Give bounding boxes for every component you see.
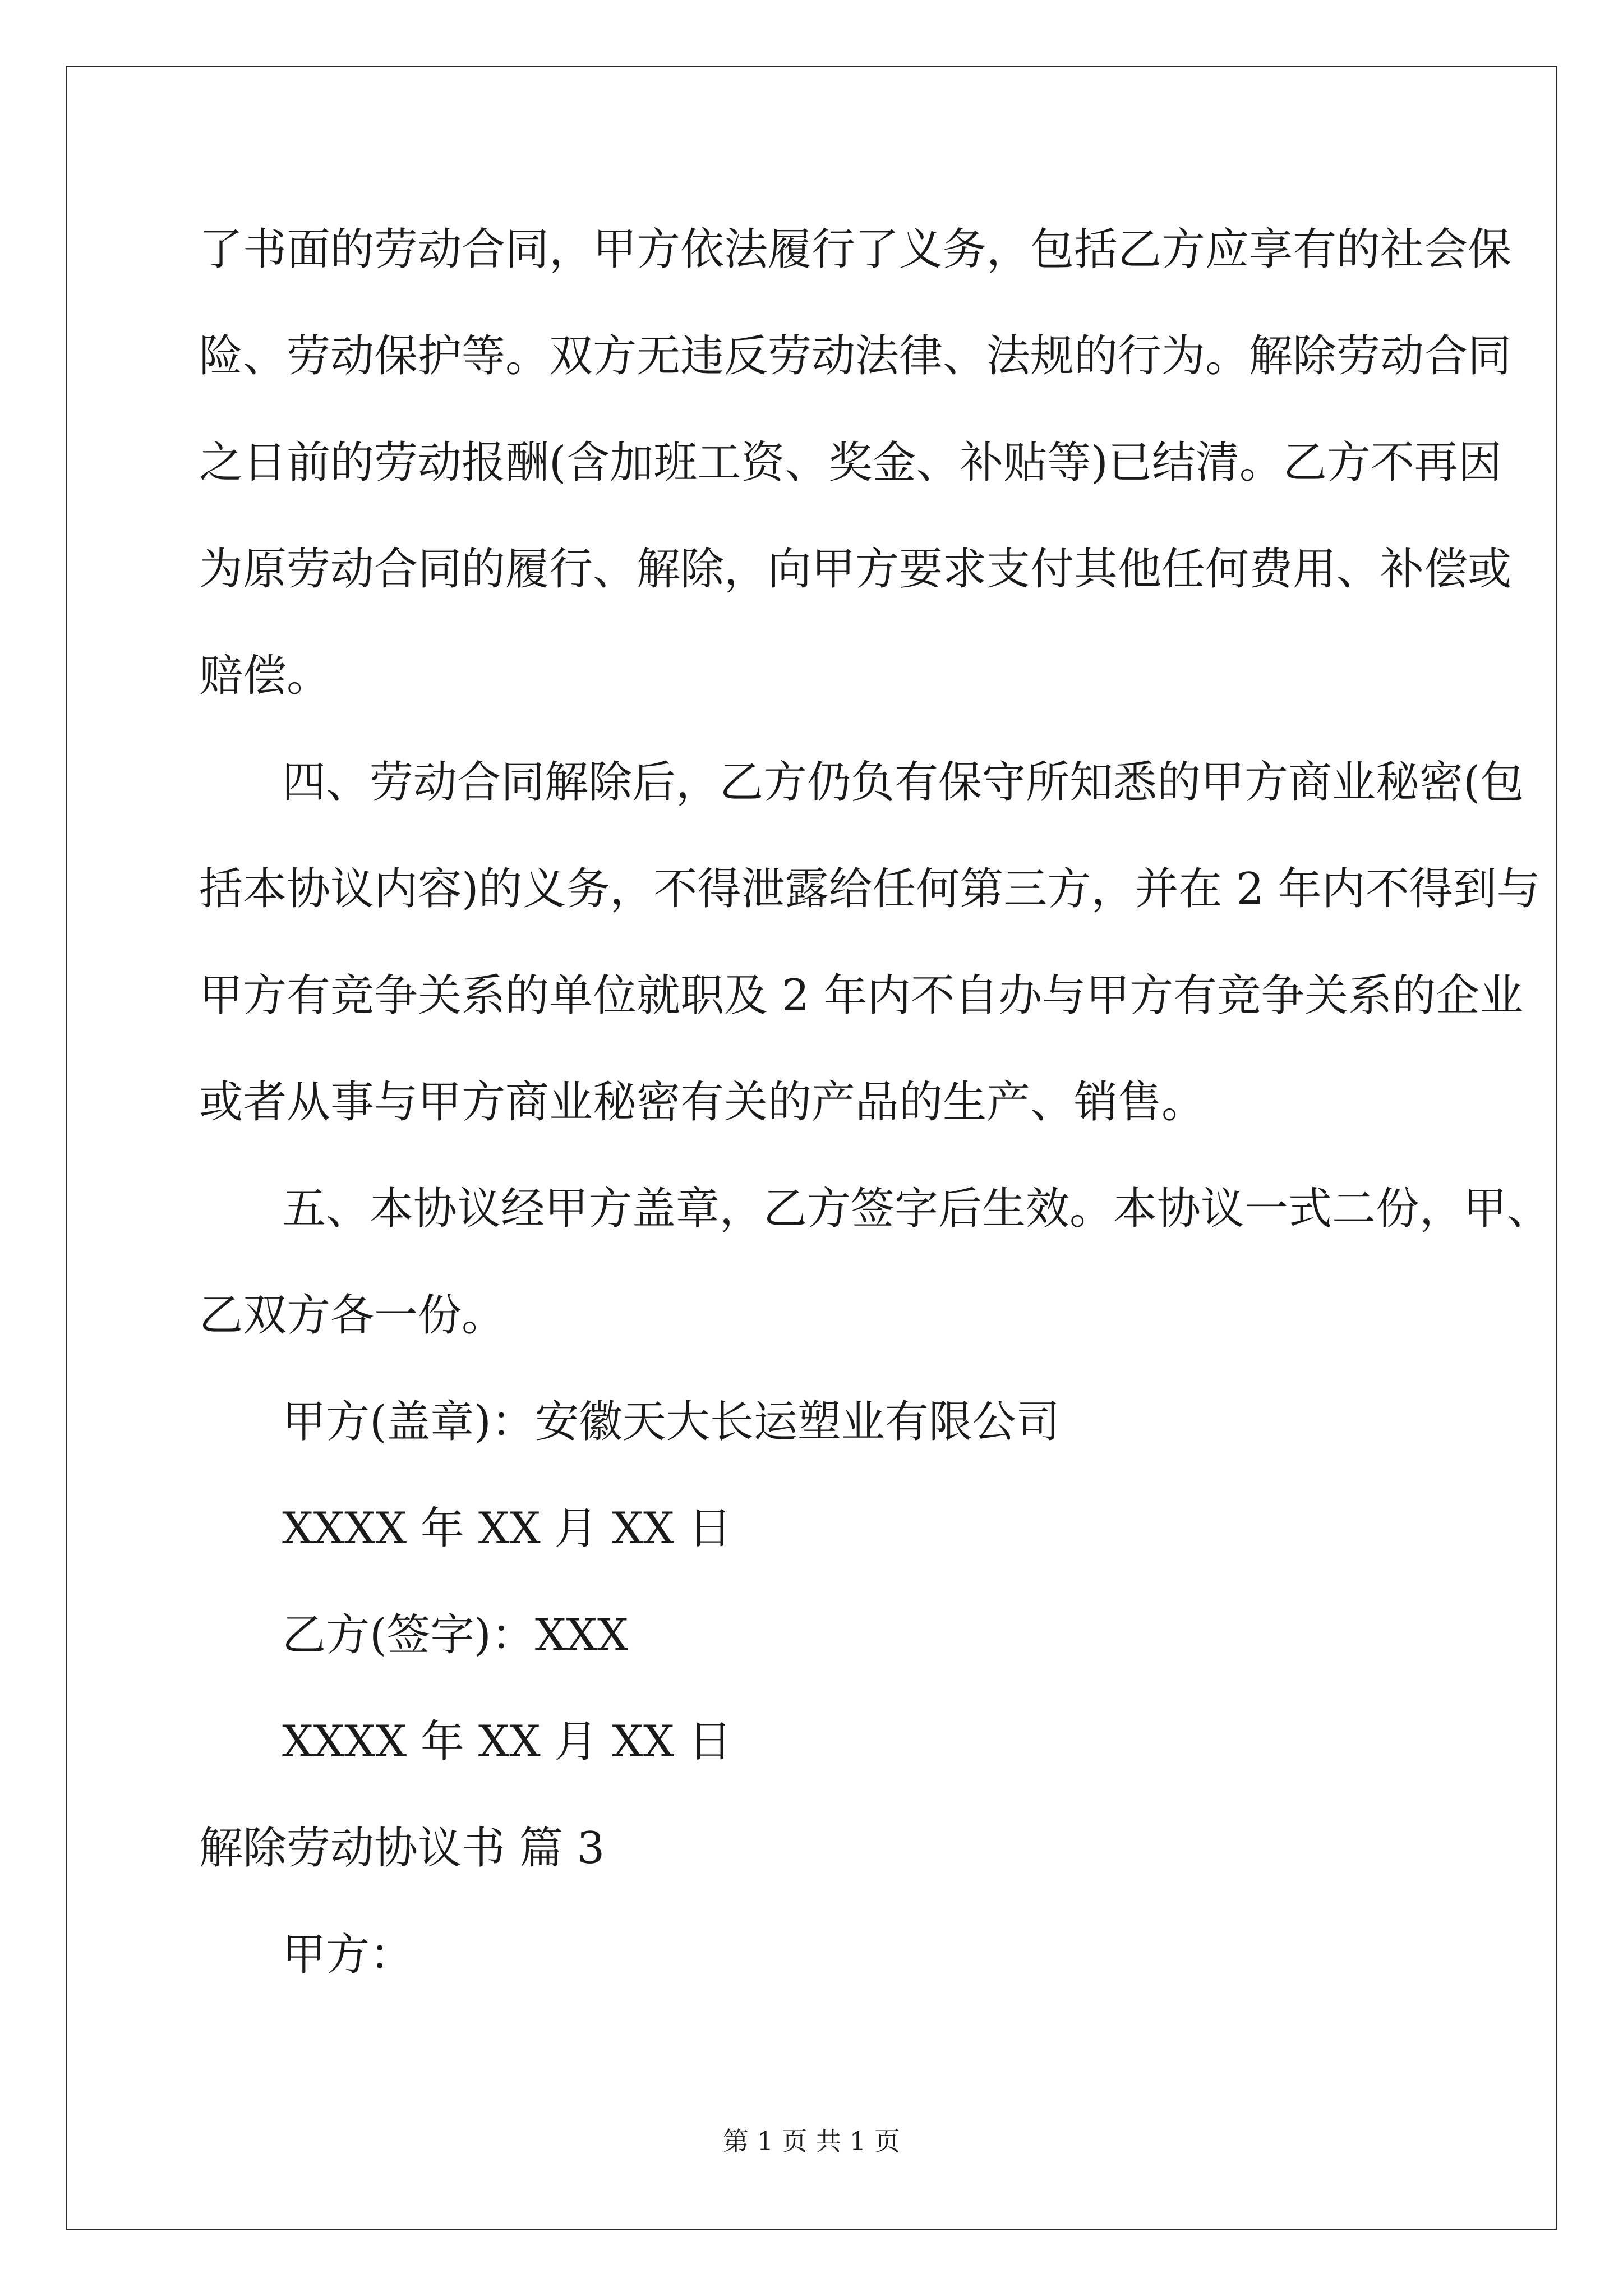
party-a-seal-line: 甲方(盖章)：安徽天大长运塑业有限公司 (282, 1397, 1060, 1447)
paragraph-line: 了书面的劳动合同，甲方依法履行了义务，包括乙方应享有的社会保 (199, 224, 1512, 275)
paragraph-line: 括本协议内容)的义务，不得泄露给任何第三方，并在 2 年内不得到与 (199, 864, 1541, 914)
paragraph-line: 五、本协议经甲方盖章，乙方签字后生效。本协议一式二份，甲、 (282, 1184, 1551, 1234)
paragraph-line: 为原劳动合同的履行、解除，向甲方要求支付其他任何费用、补偿或 (199, 544, 1512, 595)
section-heading: 解除劳动协议书 篇 3 (199, 1823, 605, 1874)
party-b-signature-line: 乙方(签字)：XXX (282, 1610, 629, 1660)
paragraph-line: 或者从事与甲方商业秘密有关的产品的生产、销售。 (199, 1077, 1206, 1128)
party-a-line: 甲方： (282, 1930, 414, 1980)
date-line: XXXX 年 XX 月 XX 日 (282, 1717, 732, 1767)
page-footer: 第 1 页 共 1 页 (723, 2126, 900, 2156)
page-border (66, 66, 1557, 2230)
paragraph-line: 四、劳动合同解除后，乙方仍负有保守所知悉的甲方商业秘密(包 (282, 757, 1524, 808)
paragraph-line: 险、劳动保护等。双方无违反劳动法律、法规的行为。解除劳动合同 (199, 331, 1512, 381)
date-line: XXXX 年 XX 月 XX 日 (282, 1503, 732, 1554)
paragraph-line: 之日前的劳动报酬(含加班工资、奖金、补贴等)已结清。乙方不再因 (199, 438, 1502, 488)
paragraph-line: 乙双方各一份。 (199, 1290, 506, 1341)
paragraph-line: 甲方有竞争关系的单位就职及 2 年内不自办与甲方有竞争关系的企业 (199, 970, 1524, 1021)
paragraph-line: 赔偿。 (199, 651, 331, 701)
